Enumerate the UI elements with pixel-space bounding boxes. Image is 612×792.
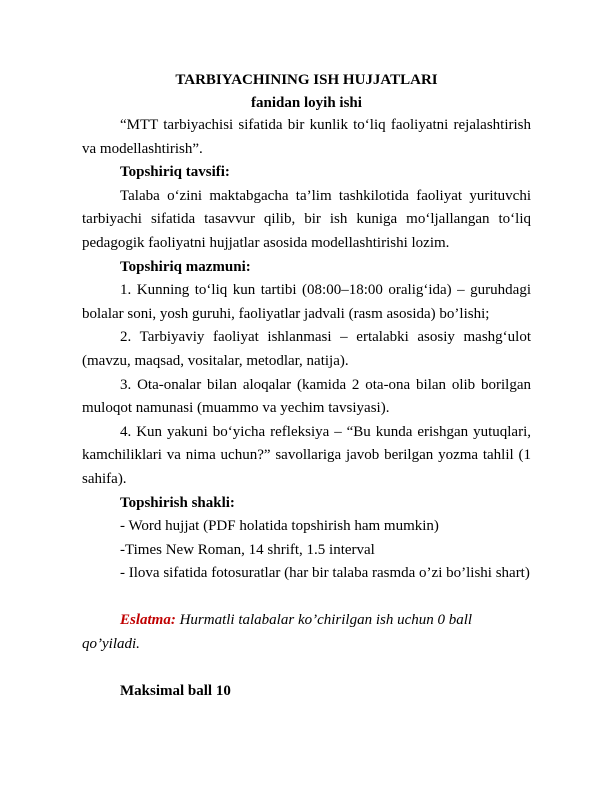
- task-content-item-2: 2. Tarbiyaviy faoliyat ishlanmasi – ertalabki asosiy mashg‘ulot (mavzu, maqsad, vositalar, metodlar, natija).: [82, 329, 531, 369]
- project-topic: “MTT tarbiyachisi sifatida bir kunlik to‘liq faoliyatni rejalashtirish va modellashtirish”.: [82, 117, 531, 157]
- task-content-heading: Topshiriq mazmuni:: [120, 258, 251, 275]
- document-content: [82, 69, 531, 704]
- task-description-text: Talaba o‘zini maktabgacha ta’lim tashkilotida faoliyat yurituvchi tarbiyachi sifatida tasavvur qilib, bir ish kuniga mo‘ljallangan to‘liq pedagogik faoliyatni hujjatlar asosida modellashtirishi lozim.: [82, 187, 531, 251]
- max-score: Maksimal ball 10: [120, 683, 231, 700]
- submission-item-1: - Word hujjat (PDF holatida topshirish ham mumkin): [120, 518, 439, 535]
- task-content-item-3: 3. Ota-onalar bilan aloqalar (kamida 2 ota-ona bilan olib borilgan muloqot namunasi (muammo va yechim tavsiyasi).: [82, 376, 531, 417]
- note-paragraph: [82, 609, 531, 656]
- task-content-item-1: 1. Kunning to‘liq kun tartibi (08:00–18:00 oralig‘ida) – guruhdagi bolalar soni, yosh guruhi, faoliyatlar jadvali (rasm asosida) bo’lishi;: [82, 282, 531, 322]
- document-subtitle: fanidan loyih ishi: [251, 95, 362, 111]
- task-description-heading: Topshiriq tavsifi:: [120, 164, 230, 181]
- spacer: [82, 586, 531, 610]
- document-title: TARBIYACHINING ISH HUJJATLARI: [175, 72, 438, 88]
- note-label: Eslatma:: [120, 612, 176, 629]
- submission-item-3: - Ilova sifatida fotosuratlar (har bir talaba rasmda o’zi bo’lishi shart): [120, 565, 530, 582]
- note-text: Hurmatli talabalar ko’chirilgan ish uchun 0 ball qo’yiladi.: [82, 612, 473, 653]
- spacer: [82, 657, 531, 681]
- task-content-item-4: 4. Kun yakuni bo‘yicha refleksiya – “Bu kunda erishgan yutuqlari, kamchiliklari va nima uchun?” savollariga javob berilgan yozma tahlil (1 sahifa).: [82, 423, 531, 487]
- submission-heading: Topshirish shakli:: [120, 494, 235, 511]
- submission-item-2: -Times New Roman, 14 shrift, 1.5 interval: [120, 541, 375, 558]
